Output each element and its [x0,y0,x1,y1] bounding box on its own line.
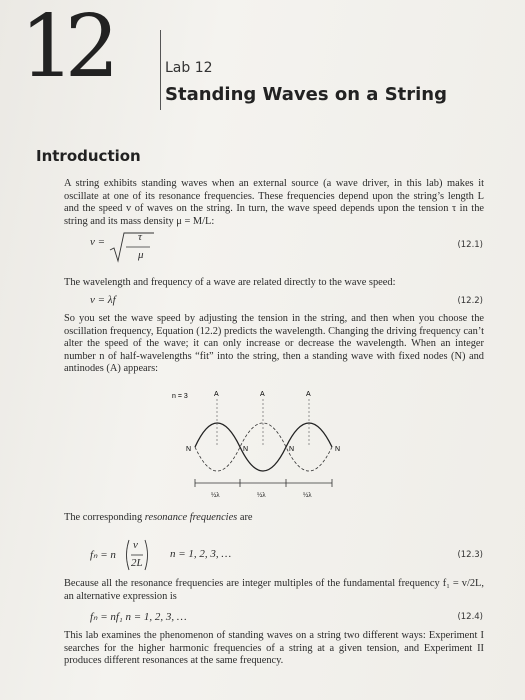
header-divider [160,30,161,110]
eq1-denominator: μ [138,249,144,261]
chapter-number: 12 [20,0,110,97]
node-label: N [243,446,249,453]
half-wavelength-label: ½λ [257,491,266,499]
sqrt-sign [108,230,158,264]
eq2: v = λf [90,294,116,306]
node-label: N [289,446,295,453]
node-label: N [335,446,341,453]
eq3-denominator: 2L [131,557,143,569]
eq1-lhs: v = [90,236,106,248]
antinode-label: A [306,391,311,398]
lab-label: Lab 12 [165,60,213,76]
eq1-number: (12.1) [457,240,483,250]
n-label: n = 3 [172,393,188,400]
eq4-number: (12.4) [457,612,483,622]
node-label: N [186,446,192,453]
eq2-number: (12.2) [457,296,483,306]
standing-wave-figure [170,385,360,500]
wave-upper [195,423,332,471]
wave-lower [195,423,332,471]
antinode-label: A [214,391,219,398]
eq4: fₙ = nf₁ n = 1, 2, 3, … [90,611,187,623]
eq3-lhs: fₙ = n [90,549,116,561]
section-heading: Introduction [36,147,141,165]
half-wavelength-label: ½λ [303,491,312,499]
half-wavelength-label: ½λ [211,491,220,499]
wave-relation-paragraph: The wavelength and frequency of a wave are related directly to the wave speed: [64,277,396,288]
eq3-n-range: n = 1, 2, 3, … [170,548,232,560]
fundamental-paragraph: Because all the resonance frequencies are integer multiples of the fundamental frequency f₁ = v/2L, an alternative expression is [64,578,484,602]
eq1-numerator: τ [138,231,142,243]
chapter-title: Standing Waves on a String [165,84,448,105]
experiments-paragraph: This lab examines the phenomenon of standing waves on a string two different ways: Experiment I searches for the higher harmonic frequencies of a string at a given tension, and Experiment II produces different resonances at the same frequency. [64,630,484,667]
resonance-intro: The corresponding resonance frequencies are [64,512,253,523]
eq3-numerator: v [133,539,138,551]
eq3-number: (12.3) [457,550,483,560]
intro-paragraph: A string exhibits standing waves when an external source (a wave driver, in this lab) makes it oscillate at one of its resonance frequencies. These frequencies depend upon the string’s length L and the speed v of waves on the string. In turn, the wave speed depends upon the tension τ in the string and its mass density μ = M/L: [64,178,484,227]
antinode-label: A [260,391,265,398]
tension-paragraph: So you set the wave speed by adjusting the tension in the string, and then when you choose the oscillation frequency, Equation (12.2) predicts the wavelength. Changing the driving frequency can’t alter the speed of the wave; it can only increase or decrease the wavelength. When an integer number n of half-wavelengths “fit” into the string, then a standing wave with fixed nodes (N) and antinodes (A) appears: [64,313,484,375]
